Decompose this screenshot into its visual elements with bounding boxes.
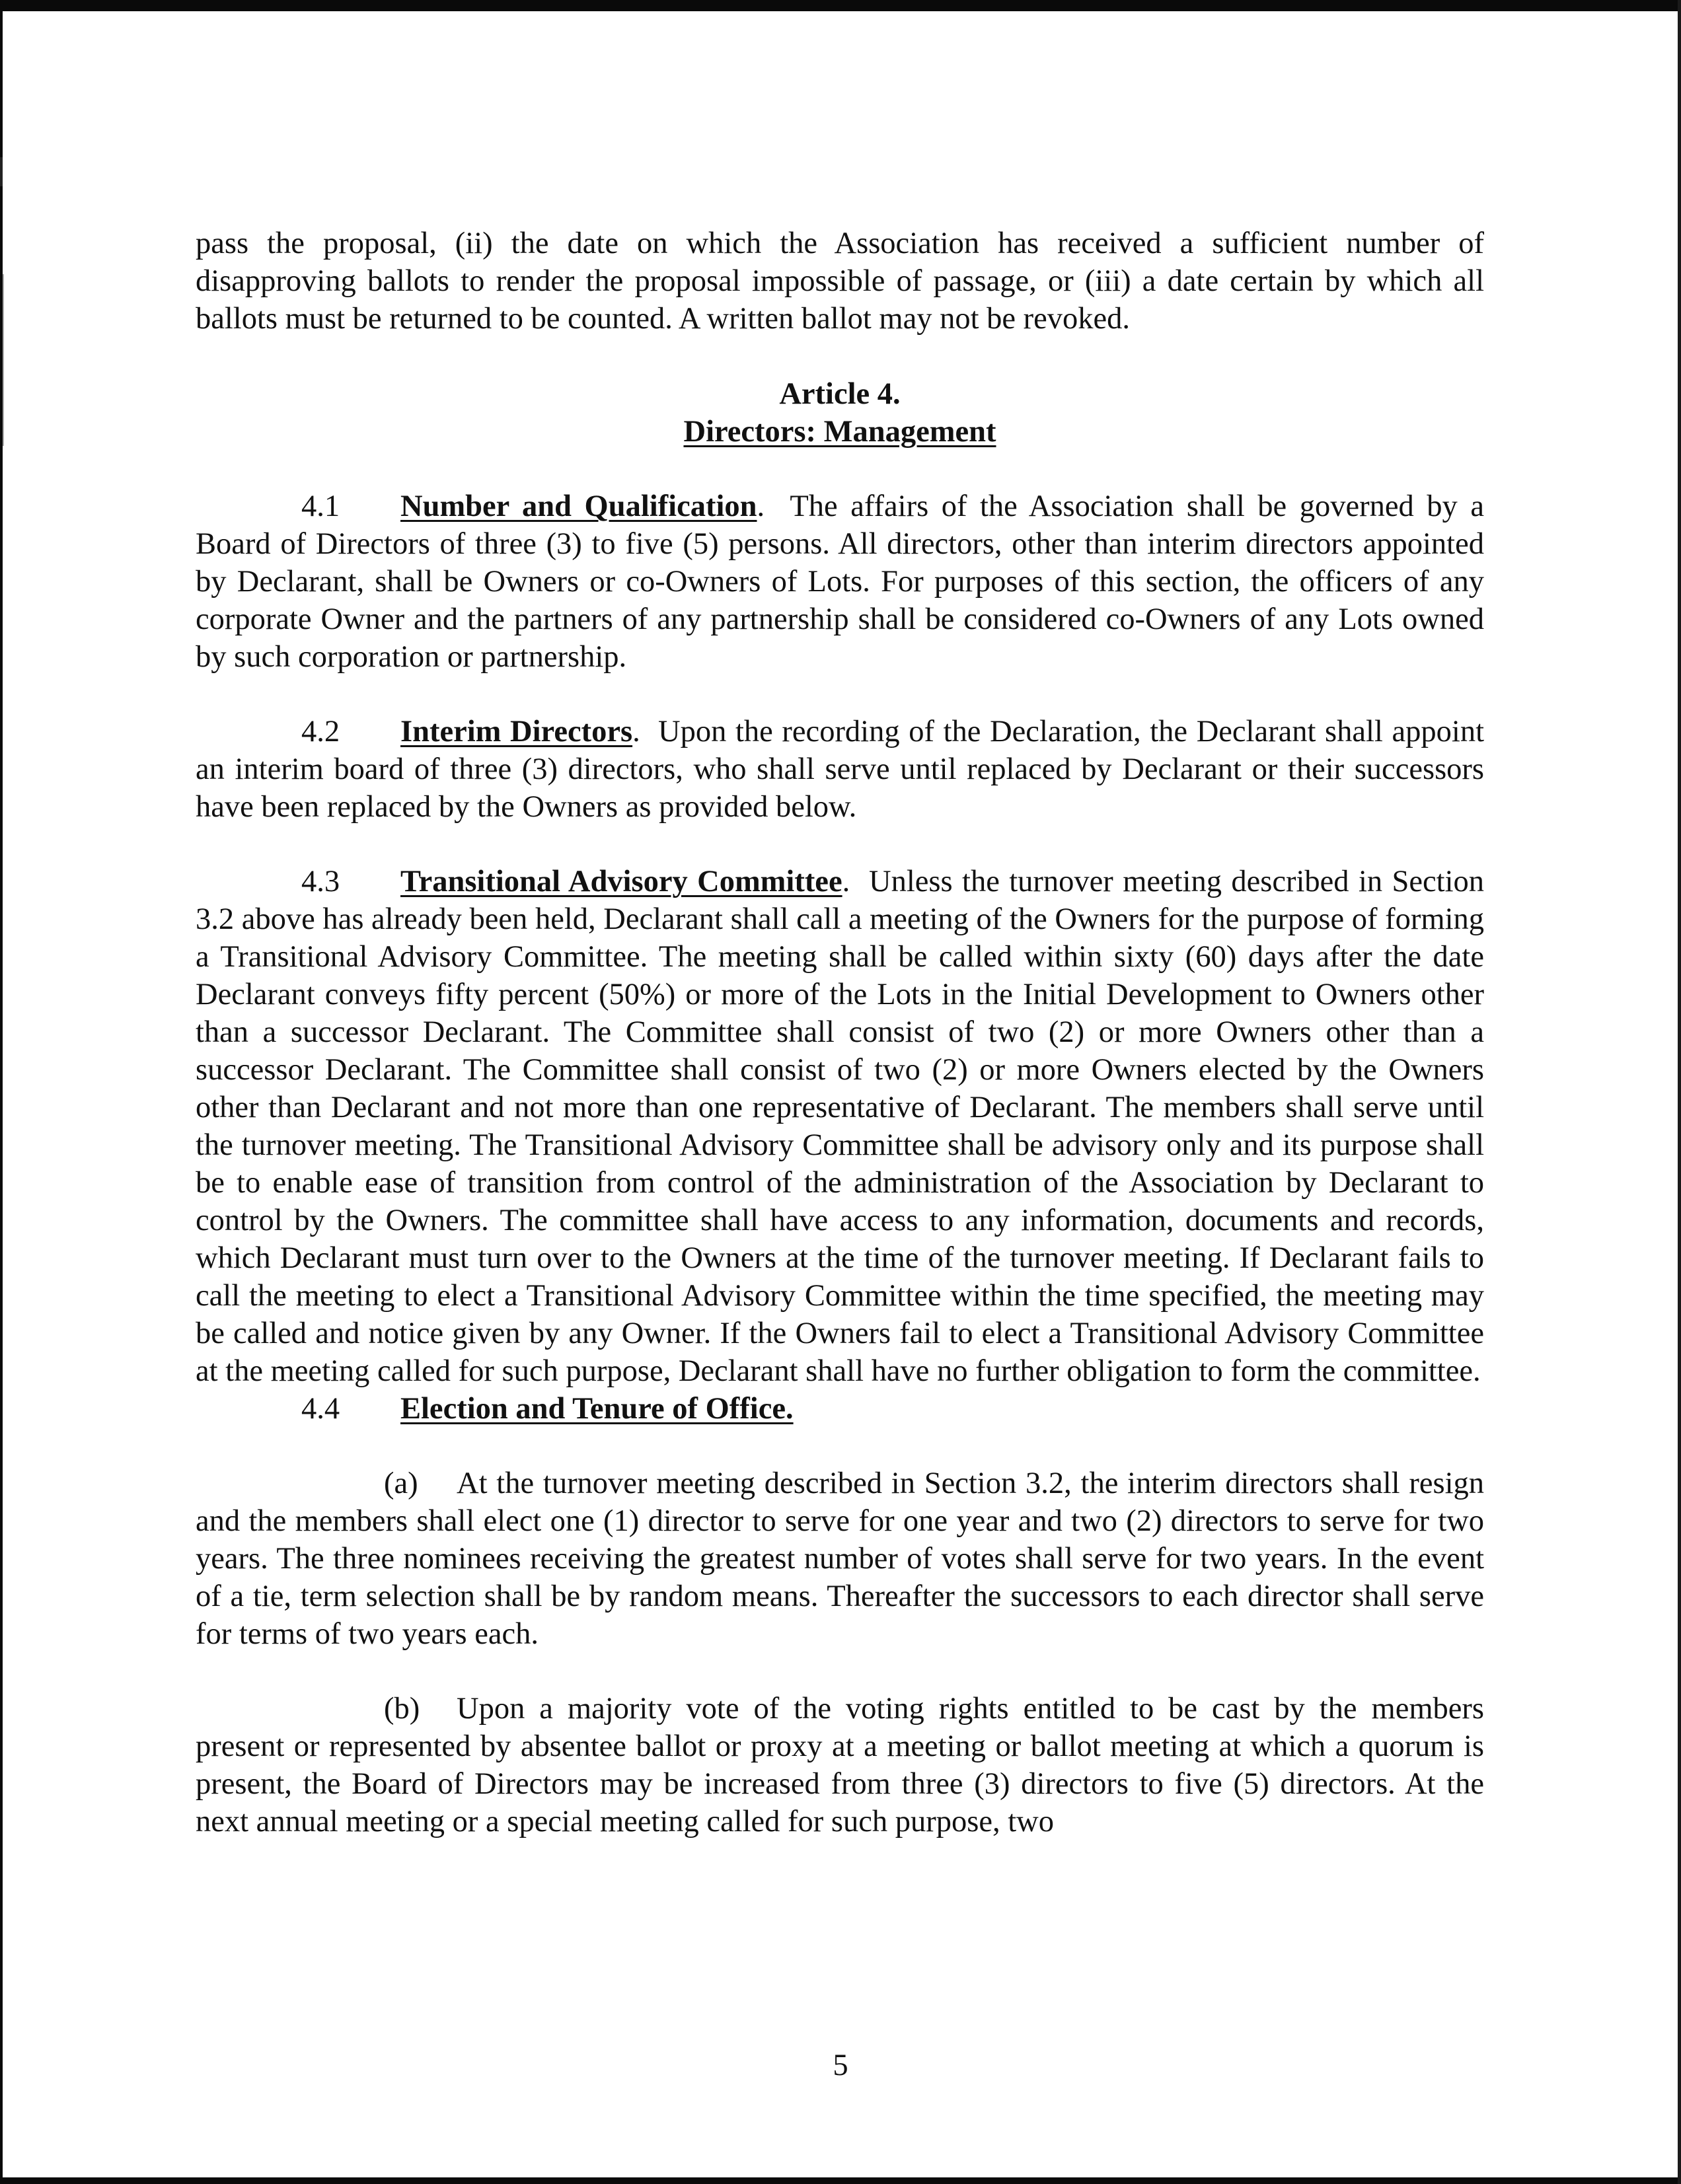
section-heading: Transitional Advisory Committee (400, 865, 842, 898)
subsection-label: (b) (384, 1692, 420, 1726)
scan-margin-mark (0, 157, 3, 186)
subsection-a (196, 1465, 1484, 1653)
section-number: 4.4 (301, 1392, 340, 1426)
scan-top-edge (0, 0, 1681, 11)
scan-bottom-edge (0, 2177, 1681, 2184)
document-body (196, 225, 1484, 1840)
section-body: Unless the turnover meeting described in Section 3.2 above has already been held, Declarant shall call a meeting of the Owners for the purpose of forming a Transitional Advisory Committee. The meeting shall be called within sixty (60) days after the date Declarant conveys fifty percent (50%) or more of the Lots in the Initial Development to Owners other than a successor Declarant. The Committee shall consist of two (2) or more Owners other than a successor Declarant. The Committee shall consist of two (2) or more Owners elected by the Owners other than Declarant and not more than one representative of Declarant. The members shall serve until the turnover meeting. The Transitional Advisory Committee shall be advisory only and its purpose shall be to enable ease of transition from control of the administration of the Association by Declarant to control by the Owners. The committee shall have access to any information, documents and records, which Declarant must turn over to the Owners at the time of the turnover meeting. If Declarant fails to call the meeting to elect a Transitional Advisory Committee within the time specified, the meeting may be called and notice given by any Owner. If the Owners fail to elect a Transitional Advisory Committee at the meeting called for such purpose, Declarant shall have no further obligation to form the committee. (196, 865, 1485, 1388)
section-number: 4.1 (301, 490, 340, 523)
subsection-label: (a) (384, 1467, 418, 1500)
section-4-4 (196, 1390, 1484, 1428)
continuation-paragraph: pass the proposal, (ii) the date on which the Association has received a sufficient number of disapproving ballots to render the proposal impossible of passage, or (iii) a date certain by which all ballots must be returned to be counted. A written ballot may not be revoked. (196, 227, 1484, 336)
subsection-b (196, 1690, 1484, 1840)
section-number: 4.2 (301, 715, 340, 748)
scan-right-edge (1678, 0, 1681, 2184)
subsection-body: Upon a majority vote of the voting rights entitled to be cast by the members present or represented by absentee ballot or proxy at a meeting or ballot meeting at which a quorum is present, the Board of Directors may be increased from three (3) directors to five (5) directors. At the next annual meeting or a special meeting called for such purpose, two (196, 1692, 1484, 1838)
article-title: Article 4. (779, 377, 901, 411)
section-heading: Interim Directors (400, 715, 633, 748)
article-subtitle (196, 413, 1484, 451)
subsection-body: At the turnover meeting described in Section 3.2, the interim directors shall resign and the members shall elect one (1) director to serve for one year and two (2) directors to serve for two years. The three nominees receiving the greatest number of votes shall serve for two years. In the event of a tie, term selection shall be by random means. Thereafter the successors to each director shall serve for terms of two years each. (196, 1467, 1484, 1651)
section-heading: Election and Tenure of Office. (400, 1392, 794, 1426)
section-heading: Number and Qualification (400, 490, 757, 523)
section-4-1: 4.1 Number and Qualification. The affairs of the Association shall be governed by a Board of Directors of three (3) to five (5) persons. All directors, other than interim directors appointed by Declarant, shall be Owners or co-Owners of Lots. For purposes of this section, the officers of any corporate Owner and the partners of any partnership shall be considered co-Owners of any Lots owned by such corporation or partnership. (196, 488, 1484, 676)
section-4-2: 4.2 Interim Directors. Upon the recording of the Declaration, the Declarant shall appoint an interim board of three (3) directors, who shall serve until replaced by Declarant or their successors have been replaced by the Owners as provided below. (196, 713, 1484, 826)
article-subtitle-text: Directors: Management (683, 415, 996, 449)
scan-margin-line (3, 274, 4, 446)
section-body: Upon the recording of the Declaration, the Declarant shall appoint an interim board of three (3) directors, who shall serve until replaced by Declarant or their successors have been replaced by the Owners as provided below. (196, 715, 1485, 824)
section-body: The affairs of the Association shall be governed by a Board of Directors of three (3) to five (5) persons. All directors, other than interim directors appointed by Declarant, shall be Owners or co-Owners of Lots. For purposes of this section, the officers of any corporate Owner and the partners of any partnership shall be considered co-Owners of any Lots owned by such corporation or partnership. (196, 490, 1485, 674)
section-number: 4.3 (301, 865, 340, 898)
page-number: 5 (833, 2049, 848, 2082)
section-4-3: 4.3 Transitional Advisory Committee. Unless the turnover meeting described in Section 3.2 above has already been held, Declarant shall call a meeting of the Owners for the purpose of forming a Transitional Advisory Committee. The meeting shall be called within sixty (60) days after the date Declarant conveys fifty percent (50%) or more of the Lots in the Initial Development to Owners other than a successor Declarant. The Committee shall consist of two (2) or more Owners other than a successor Declarant. The Committee shall consist of two (2) or more Owners elected by the Owners other than Declarant and not more than one representative of Declarant. The members shall serve until the turnover meeting. The Transitional Advisory Committee shall be advisory only and its purpose shall be to enable ease of transition from control of the administration of the Association by Declarant to control by the Owners. The committee shall have access to any information, documents and records, which Declarant must turn over to the Owners at the time of the turnover meeting. If Declarant fails to call the meeting to elect a Transitional Advisory Committee within the time specified, the meeting may be called and notice given by any Owner. If the Owners fail to elect a Transitional Advisory Committee at the meeting called for such purpose, Declarant shall have no further obligation to form the committee. (196, 863, 1484, 1390)
